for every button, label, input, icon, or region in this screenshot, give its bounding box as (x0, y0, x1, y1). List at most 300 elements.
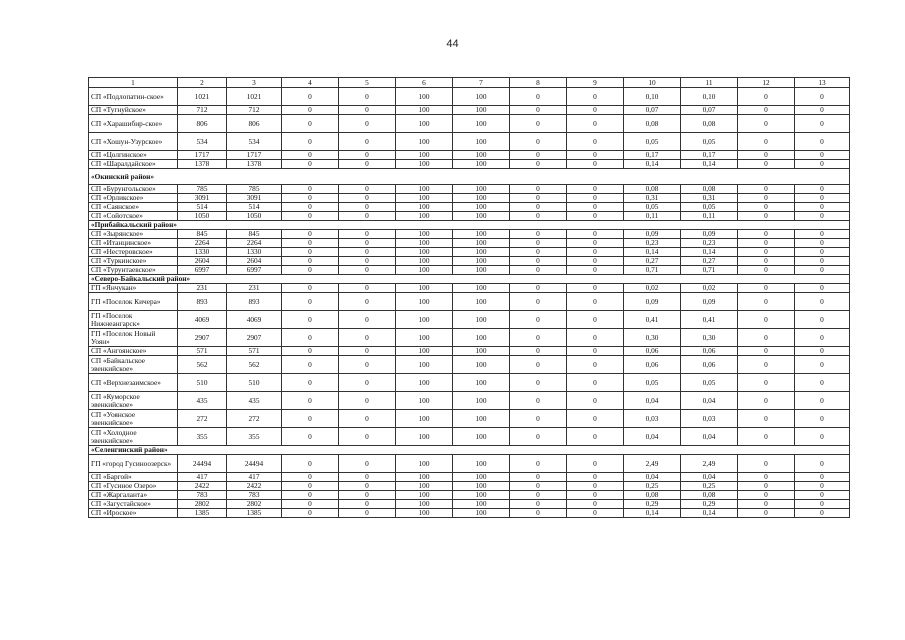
table-cell: 0,04 (681, 392, 738, 410)
table-cell: 3091 (178, 194, 227, 203)
table-cell: 100 (453, 374, 510, 392)
settlement-name: СП «Куморское эвенкийское» (89, 392, 178, 410)
table-cell: 712 (227, 106, 282, 115)
table-cell: 0 (510, 106, 567, 115)
table-cell: 0 (510, 509, 567, 518)
table-cell: 100 (453, 248, 510, 257)
table-cell: 806 (178, 115, 227, 133)
table-cell: 100 (396, 509, 453, 518)
table-row (89, 374, 850, 392)
table-cell: 0,41 (624, 311, 681, 329)
table-cell: 0 (795, 329, 850, 347)
table-cell: 100 (453, 428, 510, 446)
table-row (89, 160, 850, 169)
table-cell: 0 (567, 482, 624, 491)
table-cell: 0 (510, 115, 567, 133)
table-cell: 100 (453, 293, 510, 311)
table-cell: 845 (227, 230, 282, 239)
table-cell: 534 (178, 133, 227, 151)
table-cell: 0 (282, 212, 339, 221)
table-cell: 100 (453, 311, 510, 329)
table-cell: 0 (339, 455, 396, 473)
table-cell: 0,06 (624, 347, 681, 356)
table-cell: 0 (795, 392, 850, 410)
table-cell: 785 (227, 185, 282, 194)
table-cell: 1050 (178, 212, 227, 221)
table-row (89, 293, 850, 311)
settlement-name: СП «Цолгинское» (89, 151, 178, 160)
table-cell: 0 (282, 410, 339, 428)
table-cell: 0,23 (681, 239, 738, 248)
table-cell: 0 (510, 248, 567, 257)
table-cell: 712 (178, 106, 227, 115)
table-cell: 0,14 (624, 248, 681, 257)
table-cell: 0,09 (624, 293, 681, 311)
table-cell: 0,05 (681, 374, 738, 392)
table-cell: 0 (738, 88, 795, 106)
table-cell: 0 (738, 500, 795, 509)
table-row (89, 392, 850, 410)
table-cell: 100 (396, 284, 453, 293)
table-cell: 100 (453, 509, 510, 518)
table-cell: 0 (567, 491, 624, 500)
table-cell: 0 (567, 212, 624, 221)
table-cell: 0 (795, 284, 850, 293)
table-cell: 0,07 (624, 106, 681, 115)
table-cell: 2604 (227, 257, 282, 266)
table-cell: 0 (738, 293, 795, 311)
table-cell: 0,11 (624, 212, 681, 221)
table-cell: 0 (339, 248, 396, 257)
table-cell: 0 (738, 194, 795, 203)
table-cell: 0 (339, 151, 396, 160)
settlement-name: СП «Харашибир-ское» (89, 115, 178, 133)
table-row (89, 500, 850, 509)
table-cell: 0 (282, 491, 339, 500)
table-cell: 100 (453, 455, 510, 473)
table-cell: 0 (567, 266, 624, 275)
settlement-name: ГП «город Гусиноозерск» (89, 455, 178, 473)
table-cell: 0 (738, 428, 795, 446)
settlement-name: ГП «Поселок Нижнеангарск» (89, 311, 178, 329)
table-cell: 0 (567, 194, 624, 203)
table-cell: 562 (178, 356, 227, 374)
table-cell: 0 (282, 347, 339, 356)
table-cell: 0 (339, 392, 396, 410)
table-cell: 0 (567, 392, 624, 410)
table-cell: 0 (738, 473, 795, 482)
table-cell: 2,49 (681, 455, 738, 473)
table-cell: 0,03 (624, 410, 681, 428)
table-cell: 100 (396, 392, 453, 410)
table-cell: 0 (282, 329, 339, 347)
table-cell: 100 (396, 151, 453, 160)
table-cell: 0,08 (624, 115, 681, 133)
table-cell: 2802 (227, 500, 282, 509)
table-cell: 272 (227, 410, 282, 428)
column-header: 5 (339, 78, 396, 88)
column-header: 9 (567, 78, 624, 88)
table-cell: 0 (795, 311, 850, 329)
table-cell: 0 (795, 410, 850, 428)
table-cell: 100 (396, 293, 453, 311)
table-cell: 0,05 (681, 203, 738, 212)
table-cell: 0 (282, 115, 339, 133)
table-row (89, 455, 850, 473)
table-cell: 6997 (227, 266, 282, 275)
table-row (89, 473, 850, 482)
table-cell: 6997 (178, 266, 227, 275)
table-cell: 100 (453, 106, 510, 115)
table-cell: 0 (339, 106, 396, 115)
table-cell: 0 (567, 248, 624, 257)
table-cell: 0,04 (624, 473, 681, 482)
table-cell: 0 (282, 160, 339, 169)
table-cell: 0 (339, 266, 396, 275)
table-cell: 0 (282, 482, 339, 491)
table-cell: 0 (567, 410, 624, 428)
table-cell: 0,03 (681, 410, 738, 428)
table-cell: 514 (178, 203, 227, 212)
table-cell: 0 (510, 374, 567, 392)
settlement-name: СП «Тугнуйское» (89, 106, 178, 115)
column-header: 7 (453, 78, 510, 88)
table-cell: 100 (453, 356, 510, 374)
settlement-name: СП «Жаргаланта» (89, 491, 178, 500)
table-cell: 4069 (178, 311, 227, 329)
settlement-name: ГП «Поселок Новый Уоян» (89, 329, 178, 347)
table-cell: 0 (567, 160, 624, 169)
table-cell: 0 (339, 374, 396, 392)
table-cell: 0 (510, 257, 567, 266)
table-cell: 0,14 (681, 248, 738, 257)
table-cell: 0 (795, 115, 850, 133)
section-title: «Окинский район» (89, 169, 850, 185)
table-cell: 806 (227, 115, 282, 133)
table-cell: 0 (282, 248, 339, 257)
table-cell: 0 (795, 509, 850, 518)
table-cell: 0,06 (624, 356, 681, 374)
table-cell: 0 (738, 329, 795, 347)
table-cell: 100 (396, 428, 453, 446)
table-cell: 0 (339, 257, 396, 266)
table-cell: 100 (453, 185, 510, 194)
table-cell: 100 (453, 133, 510, 151)
table-cell: 0 (339, 410, 396, 428)
table-cell: 435 (227, 392, 282, 410)
table-cell: 100 (396, 491, 453, 500)
section-row (89, 275, 850, 284)
settlement-name: СП «Ироское» (89, 509, 178, 518)
table-cell: 100 (396, 88, 453, 106)
table-row (89, 133, 850, 151)
table-cell: 0 (567, 133, 624, 151)
table-cell: 0 (339, 329, 396, 347)
table-cell: 0 (738, 392, 795, 410)
table-cell: 0 (282, 257, 339, 266)
table-cell: 100 (396, 482, 453, 491)
table-row (89, 428, 850, 446)
section-row (89, 446, 850, 455)
table-cell: 0 (738, 115, 795, 133)
table-cell: 0 (738, 356, 795, 374)
table-cell: 0,71 (681, 266, 738, 275)
table-cell: 0 (567, 284, 624, 293)
table-cell: 1050 (227, 212, 282, 221)
table-cell: 0 (510, 392, 567, 410)
table-cell: 100 (396, 248, 453, 257)
table-cell: 0 (567, 88, 624, 106)
table-cell: 0 (795, 185, 850, 194)
table-cell: 100 (396, 311, 453, 329)
table-cell: 0 (510, 455, 567, 473)
settlement-name: СП «Саянское» (89, 203, 178, 212)
table-cell: 0,31 (624, 194, 681, 203)
table-cell: 0 (795, 151, 850, 160)
table-cell: 0 (510, 473, 567, 482)
table-cell: 0 (339, 428, 396, 446)
table-cell: 2264 (178, 239, 227, 248)
table-cell: 100 (453, 347, 510, 356)
table-row (89, 509, 850, 518)
table-cell: 0 (339, 473, 396, 482)
section-title: «Северо-Байкальский район» (89, 275, 850, 284)
table-cell: 0 (795, 194, 850, 203)
table-cell: 100 (396, 133, 453, 151)
table-cell: 0,17 (624, 151, 681, 160)
table-cell: 0 (510, 212, 567, 221)
table-cell: 0,06 (681, 347, 738, 356)
table-cell: 510 (227, 374, 282, 392)
section-row (89, 221, 850, 230)
table-cell: 417 (178, 473, 227, 482)
table-cell: 0 (510, 266, 567, 275)
table-cell: 0 (510, 284, 567, 293)
table-cell: 0 (339, 284, 396, 293)
settlement-name: СП «Баргой» (89, 473, 178, 482)
table-cell: 0 (339, 311, 396, 329)
settlement-name: СП «Зырянское» (89, 230, 178, 239)
table-cell: 24494 (178, 455, 227, 473)
table-cell: 0 (339, 347, 396, 356)
column-header: 6 (396, 78, 453, 88)
table-cell: 0 (795, 293, 850, 311)
table-cell: 0 (795, 239, 850, 248)
table-cell: 100 (396, 115, 453, 133)
settlement-name: СП «Турунтаевское» (89, 266, 178, 275)
table-cell: 0 (795, 356, 850, 374)
table-cell: 0 (510, 311, 567, 329)
column-header: 10 (624, 78, 681, 88)
section-row (89, 169, 850, 185)
table-cell: 0 (510, 151, 567, 160)
table-cell: 0,08 (624, 185, 681, 194)
table-cell: 0,41 (681, 311, 738, 329)
table-cell: 0 (339, 491, 396, 500)
table-cell: 0 (339, 133, 396, 151)
table-cell: 100 (396, 194, 453, 203)
settlement-name: СП «Байкальское эвенкийское» (89, 356, 178, 374)
table-row (89, 203, 850, 212)
table-cell: 0 (339, 194, 396, 203)
table-cell: 100 (453, 203, 510, 212)
table-cell: 0,10 (624, 88, 681, 106)
settlement-name: СП «Шаралдайское» (89, 160, 178, 169)
section-title: «Селенгинский район» (89, 446, 850, 455)
table-cell: 0 (738, 410, 795, 428)
table-cell: 0,08 (681, 491, 738, 500)
table-cell: 2802 (178, 500, 227, 509)
table-cell: 0 (738, 284, 795, 293)
table-cell: 0,14 (681, 509, 738, 518)
table-row (89, 239, 850, 248)
section-title: «Прибайкальский район» (89, 221, 850, 230)
table-cell: 0 (282, 392, 339, 410)
table-cell: 2907 (227, 329, 282, 347)
table-cell: 0,09 (681, 293, 738, 311)
table-cell: 0 (567, 347, 624, 356)
table-cell: 0 (510, 491, 567, 500)
table-cell: 100 (396, 500, 453, 509)
table-cell: 0 (339, 509, 396, 518)
table-cell: 0,02 (624, 284, 681, 293)
table-row (89, 482, 850, 491)
table-cell: 510 (178, 374, 227, 392)
table-cell: 100 (396, 257, 453, 266)
table-cell: 0,10 (681, 88, 738, 106)
settlement-name: СП «Ангоянское» (89, 347, 178, 356)
table-cell: 0,23 (624, 239, 681, 248)
table-cell: 1021 (227, 88, 282, 106)
table-cell: 0,25 (624, 482, 681, 491)
table-cell: 100 (396, 329, 453, 347)
table-cell: 0 (738, 455, 795, 473)
table-cell: 0 (738, 248, 795, 257)
table-cell: 0 (339, 115, 396, 133)
table-cell: 0 (738, 257, 795, 266)
table-cell: 0 (738, 509, 795, 518)
table-cell: 0 (795, 257, 850, 266)
table-cell: 571 (227, 347, 282, 356)
table-cell: 100 (396, 347, 453, 356)
table-cell: 0 (339, 203, 396, 212)
table-cell: 0 (795, 500, 850, 509)
table-cell: 0 (510, 410, 567, 428)
table-row (89, 248, 850, 257)
table-cell: 100 (453, 500, 510, 509)
table-cell: 0 (567, 151, 624, 160)
table-cell: 0 (339, 500, 396, 509)
table-cell: 2,49 (624, 455, 681, 473)
settlement-name: СП «Загустайское» (89, 500, 178, 509)
table-cell: 0,25 (681, 482, 738, 491)
table-cell: 0,05 (681, 133, 738, 151)
table-cell: 0 (567, 311, 624, 329)
settlement-name: ГП «Янчукан» (89, 284, 178, 293)
table-cell: 0 (282, 106, 339, 115)
table-cell: 0,05 (624, 203, 681, 212)
table-cell: 783 (227, 491, 282, 500)
table-cell: 0 (567, 455, 624, 473)
table-cell: 0,27 (681, 257, 738, 266)
table-cell: 100 (453, 115, 510, 133)
table-cell: 100 (396, 455, 453, 473)
table-cell: 0 (795, 266, 850, 275)
table-cell: 0 (738, 239, 795, 248)
table-cell: 0 (339, 482, 396, 491)
table-cell: 100 (396, 410, 453, 428)
settlement-name: СП «Холодное эвенкийское» (89, 428, 178, 446)
table-cell: 24494 (227, 455, 282, 473)
table-cell: 1330 (227, 248, 282, 257)
header-row (89, 78, 850, 88)
table-cell: 845 (178, 230, 227, 239)
table-cell: 562 (227, 356, 282, 374)
table-cell: 0 (795, 428, 850, 446)
table-cell: 0 (510, 239, 567, 248)
table-cell: 0 (738, 133, 795, 151)
column-header: 1 (89, 78, 178, 88)
table-cell: 0,31 (681, 194, 738, 203)
table-cell: 435 (178, 392, 227, 410)
table-cell: 0 (795, 473, 850, 482)
table-cell: 0,04 (681, 473, 738, 482)
table-cell: 0,27 (624, 257, 681, 266)
table-cell: 2422 (227, 482, 282, 491)
table-cell: 785 (178, 185, 227, 194)
table-cell: 100 (396, 473, 453, 482)
table-cell: 272 (178, 410, 227, 428)
table-cell: 0 (567, 428, 624, 446)
table-cell: 100 (396, 160, 453, 169)
table-cell: 0 (567, 500, 624, 509)
table-cell: 0 (567, 185, 624, 194)
table-cell: 2907 (178, 329, 227, 347)
table-cell: 0 (282, 293, 339, 311)
settlement-name: СП «Бурунгольское» (89, 185, 178, 194)
table-cell: 0 (282, 133, 339, 151)
table-cell: 0 (282, 473, 339, 482)
table-cell: 0 (339, 212, 396, 221)
table-row (89, 88, 850, 106)
table-cell: 0 (795, 88, 850, 106)
settlement-name: СП «Подлопатин-ское» (89, 88, 178, 106)
table-cell: 0 (282, 500, 339, 509)
table-cell: 0 (282, 203, 339, 212)
table-cell: 0,30 (681, 329, 738, 347)
table-cell: 0 (282, 509, 339, 518)
table-cell: 0 (738, 374, 795, 392)
table-cell: 100 (453, 151, 510, 160)
column-header: 2 (178, 78, 227, 88)
table-cell: 100 (453, 491, 510, 500)
table-cell: 0 (795, 212, 850, 221)
table-cell: 0 (339, 185, 396, 194)
table-cell: 0 (795, 347, 850, 356)
column-header: 3 (227, 78, 282, 88)
table-cell: 0 (510, 347, 567, 356)
table-cell: 100 (453, 239, 510, 248)
table-cell: 100 (396, 106, 453, 115)
table-cell: 2422 (178, 482, 227, 491)
table-cell: 0 (567, 356, 624, 374)
table-cell: 0 (738, 311, 795, 329)
table-cell: 100 (453, 482, 510, 491)
table-cell: 0 (795, 248, 850, 257)
table-cell: 783 (178, 491, 227, 500)
table-cell: 0 (510, 293, 567, 311)
table-cell: 0 (738, 212, 795, 221)
